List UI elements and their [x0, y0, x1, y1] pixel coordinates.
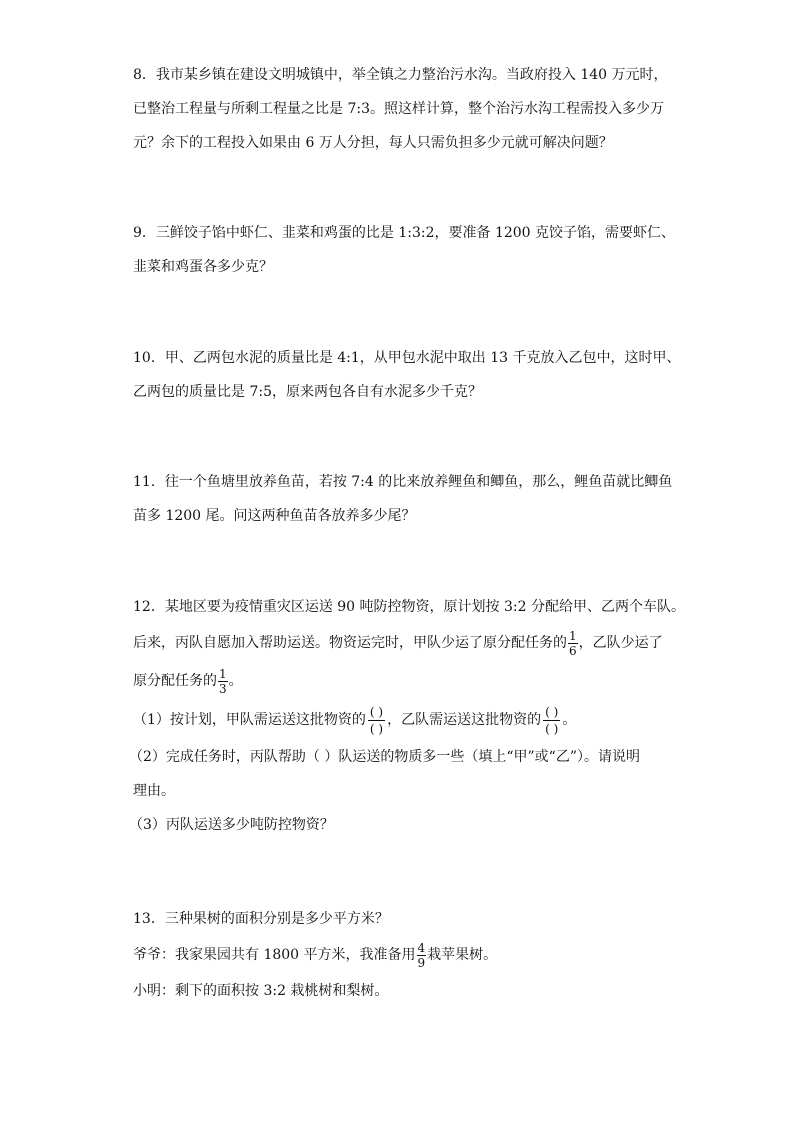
question-13-line-3: 小明：剩下的面积按 3:2 栽桃树和梨树。 [133, 983, 389, 999]
question-13-line-2-text-a: 爷爷：我家果园共有 1800 平方米，我准备用 [133, 947, 416, 963]
answer-fraction-blank-2[interactable] [543, 706, 560, 735]
answer-blank-1-numerator: ( ) [369, 704, 384, 719]
question-13 [133, 902, 673, 1008]
question-12-part-2-line-2: 理由。 [133, 783, 175, 799]
question-9 [133, 216, 676, 284]
question-8 [133, 58, 673, 160]
question-9-line-2: 韭菜和鸡蛋各多少克？ [133, 259, 273, 275]
fraction-one-third-numerator: 1 [219, 666, 227, 681]
question-12-line-2-text-a: 后来，丙队自愿加入帮助运送。物资运完时，甲队少运了原分配任务的 [133, 635, 567, 651]
question-12-part-1-text-c: 。 [562, 712, 577, 728]
question-10-line-1: 10．甲、乙两包水泥的质量比是 4:1，从甲包水泥中取出 13 千克放入乙包中，这时甲、 [133, 350, 681, 366]
answer-blank-1-denominator: ( ) [369, 721, 384, 736]
question-13-line-1: 13．三种果树的面积分别是多少平方米？ [133, 911, 389, 927]
question-13-line-2 [133, 936, 673, 974]
question-8-line-1: 8．我市某乡镇在建设文明城镇中，举全镇之力整治污水沟。当政府投入 140 万元时， [133, 67, 668, 83]
question-12-part-1-text-b: ，乙队需运送这批物资的 [387, 712, 542, 728]
fraction-one-third-denominator: 3 [219, 681, 227, 696]
question-13-line-2-text-b: 栽苹果树。 [427, 947, 498, 963]
fraction-four-ninths-numerator: 4 [417, 940, 426, 955]
question-12-part-2-line-1: （2）完成任务时，丙队帮助（ ）队运送的物质多一些（填上“甲”或“乙”）。请说明 [129, 749, 640, 765]
question-10 [133, 341, 681, 409]
question-12-line-3-text-b: 。 [228, 673, 243, 689]
question-8-line-3: 元？余下的工程投入如果由 6 万人分担，每人只需负担多少元就可解决问题？ [133, 135, 613, 151]
answer-blank-2-numerator: ( ) [545, 704, 559, 719]
question-11 [133, 465, 673, 533]
fraction-one-third [218, 668, 228, 695]
question-12-line-3-text-a: 原分配任务的 [133, 673, 217, 689]
fraction-four-ninths-denominator: 9 [417, 955, 426, 970]
answer-fraction-blank-1[interactable] [368, 706, 385, 735]
question-12 [129, 590, 685, 842]
question-8-line-2: 已整治工程量与所剩工程量之比是 7:3。照这样计算，整个治污水沟工程需投入多少万 [133, 101, 664, 117]
answer-blank-2-denominator: ( ) [545, 721, 559, 736]
question-12-line-1: 12．某地区要为疫情重灾区运送 90 吨防控物资，原计划按 3:2 分配给甲、乙两个车队。 [133, 599, 685, 615]
question-12-line-2 [133, 624, 673, 662]
question-12-part-1 [133, 700, 673, 740]
question-12-part-1-text-a: （1）按计划，甲队需运送这批物资的 [133, 712, 366, 728]
question-10-line-2: 乙两包的质量比是 7:5，原来两包各自有水泥多少千克？ [133, 384, 482, 400]
question-9-line-1: 9．三鲜饺子馅中虾仁、韭菜和鸡蛋的比是 1:3:2，要准备 1200 克饺子馅，需要虾仁、 [133, 225, 676, 241]
question-12-line-2-text-b: ，乙队少运了 [578, 635, 663, 651]
question-11-line-1: 11．往一个鱼塘里放养鱼苗，若按 7:4 的比来放养鲤鱼和鲫鱼，那么，鲤鱼苗就比鲫鱼 [133, 474, 673, 490]
fraction-one-sixth [568, 630, 578, 657]
fraction-one-sixth-numerator: 1 [569, 628, 577, 643]
question-11-line-2: 苗多 1200 尾。问这两种鱼苗各放养多少尾？ [133, 508, 416, 524]
question-12-part-3: （3）丙队运送多少吨防控物资？ [129, 817, 334, 833]
fraction-four-ninths [417, 942, 427, 969]
question-12-line-3 [133, 662, 673, 700]
fraction-one-sixth-denominator: 6 [569, 643, 577, 658]
